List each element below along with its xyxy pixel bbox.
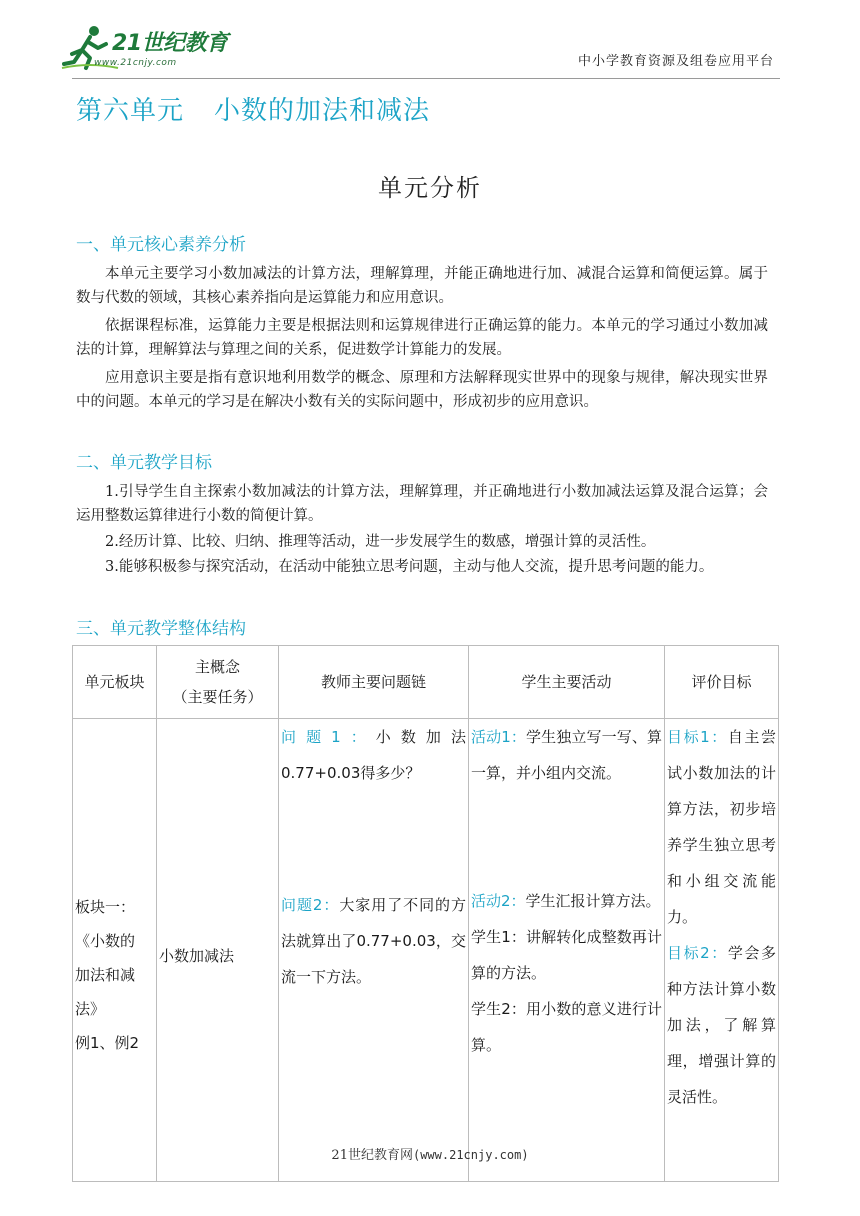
activities-cell	[469, 719, 665, 1182]
paragraph: 2.经历计算、比较、归纳、推理等活动，进一步发展学生的数感，增强计算的灵活性。	[105, 534, 656, 550]
activity-item	[471, 719, 662, 791]
concept-cell: 小数加减法	[157, 719, 279, 1182]
paragraph: 本单元主要学习小数加减法的计算方法，理解算理，并能正确地进行加、减混合运算和简便运算。属于数与代数的领域，其核心素养指向是运算能力和应用意识。	[76, 266, 768, 306]
section-heading-core-literacy: 一、单元核心素养分析	[76, 235, 246, 255]
header-goals: 评价目标	[665, 646, 779, 719]
goal-label: 目标2：	[667, 944, 728, 962]
section-heading-teaching-goals: 二、单元教学目标	[76, 453, 212, 473]
footer-site: 21世纪教育网	[331, 1148, 413, 1163]
activity-text: 学生2：用小数的意义进行计算。	[471, 1000, 662, 1054]
platform-name: 中小学教育资源及组卷应用平台	[577, 54, 774, 69]
structure-table	[72, 645, 779, 1182]
question-text: 小数加法0.77+0.03得多少？	[281, 728, 466, 782]
page-title: 单元分析	[378, 174, 482, 202]
activity-text: 学生汇报计算方法。	[525, 892, 661, 910]
page-footer	[0, 1144, 860, 1163]
header-activities: 学生主要活动	[469, 646, 665, 719]
logo-text: 21世纪教育	[112, 31, 228, 56]
goal-text: 自主尝试小数加法的计算方法，初步培养学生独立思考和小组交流能力。	[667, 728, 776, 926]
header-divider	[72, 78, 780, 79]
activity-label: 活动2：	[471, 892, 526, 910]
section-heading-structure: 三、单元教学整体结构	[76, 619, 246, 639]
questions-cell	[279, 719, 469, 1182]
question-item	[281, 887, 466, 995]
block-line: 板块一：	[75, 898, 136, 916]
activity-text: 学生1：讲解转化成整数再计算的方法。	[471, 928, 662, 982]
paragraph: 3.能够积极参与探究活动，在活动中能独立思考问题，主动与他人交流，提升思考问题的能力。	[105, 559, 714, 575]
header-block: 单元板块	[73, 646, 157, 719]
unit-title	[76, 90, 430, 127]
table-header-row	[73, 646, 779, 719]
block-line: 《小数的	[75, 932, 136, 950]
block-cell	[73, 719, 157, 1182]
header-concept	[157, 646, 279, 719]
page-header	[0, 0, 860, 82]
block-line: 例1、例2	[75, 1034, 140, 1052]
unit-number: 第六单元	[76, 96, 185, 126]
question-item	[281, 719, 466, 791]
question-label: 问题2：	[281, 896, 340, 914]
question-text: 大家用了不同的方法就算出了0.77+0.03，交流一下方法。	[281, 896, 466, 986]
activity-item	[471, 919, 662, 991]
table-row	[73, 719, 779, 1182]
activity-text: 学生独立写一写、算一算，并小组内交流。	[471, 728, 662, 782]
paragraph: 应用意识主要是指有意识地利用数学的概念、原理和方法解释现实世界中的现象与规律，解决现实世界中的问题。本单元的学习是在解决小数有关的实际问题中，形成初步的应用意识。	[76, 370, 768, 410]
goal-item	[667, 719, 776, 935]
activity-item	[471, 883, 662, 919]
header-questions: 教师主要问题链	[279, 646, 469, 719]
activity-label: 活动1：	[471, 728, 527, 746]
block-line: 加法和减	[75, 966, 136, 984]
goal-text: 学会多种方法计算小数加法，了解算理，增强计算的灵活性。	[667, 944, 776, 1106]
block-line: 法》	[75, 1000, 106, 1018]
question-label: 问题1：	[281, 728, 376, 746]
unit-name: 小数的加法和减法	[214, 96, 431, 126]
logo	[60, 24, 260, 74]
goals-cell	[665, 719, 779, 1182]
logo-url: www.21cnjy.com	[94, 58, 177, 68]
goal-item	[667, 935, 776, 1115]
footer-url: (www.21cnjy.com)	[412, 1148, 529, 1162]
goal-label: 目标1：	[667, 728, 728, 746]
header-concept-line1: 主概念	[194, 658, 240, 676]
activity-item	[471, 991, 662, 1063]
header-concept-line2: （主要任务）	[172, 688, 263, 706]
paragraph: 1.引导学生自主探索小数加减法的计算方法，理解算理，并正确地进行小数加减法运算及混合运算；会运用整数运算律进行小数的简便计算。	[76, 484, 768, 524]
paragraph: 依据课程标准，运算能力主要是根据法则和运算规律进行正确运算的能力。本单元的学习通过小数加减法的计算，理解算法与算理之间的关系，促进数学计算能力的发展。	[76, 318, 768, 358]
